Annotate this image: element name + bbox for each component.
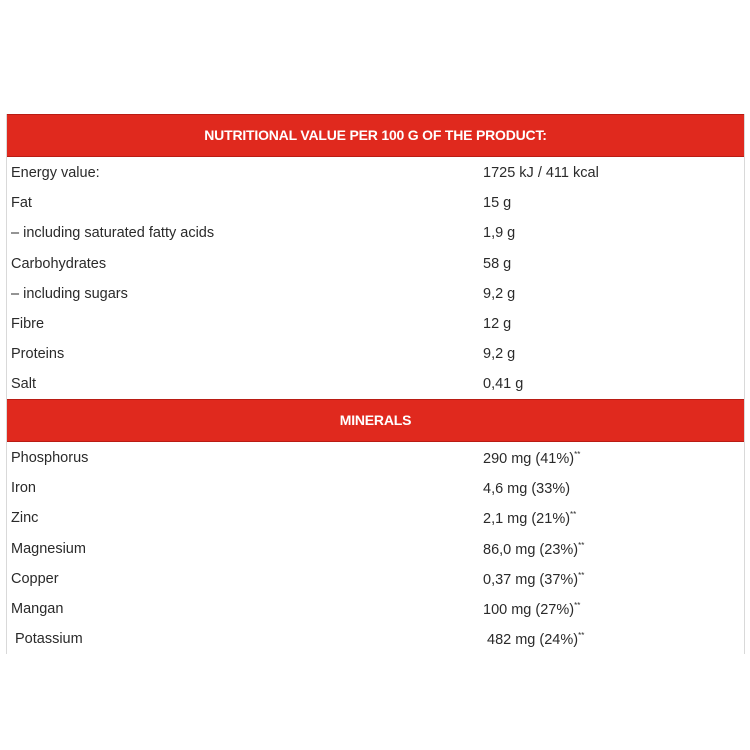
row-value: [483, 510, 576, 527]
footnote-marker: **: [578, 631, 585, 641]
nutrition-table: [6, 114, 745, 654]
table-row: [7, 534, 744, 564]
mineral-amount: 2,1 mg (21%): [483, 511, 571, 528]
table-row: [7, 594, 744, 624]
row-label: Energy value:: [11, 165, 100, 181]
row-label: Carbohydrates: [11, 255, 107, 272]
row-value: 1725 kJ / 411 kcal: [483, 165, 599, 181]
row-value: 12 g: [483, 315, 512, 332]
nutrition-rows: [7, 157, 744, 399]
table-row: [7, 624, 744, 654]
row-value: 0,41 g: [483, 376, 524, 393]
row-label: Salt: [11, 376, 36, 393]
table-row: [7, 503, 744, 533]
table-row: [7, 249, 744, 279]
mineral-amount: 100 mg (27%): [483, 601, 575, 618]
row-label: Fibre: [11, 315, 45, 332]
row-label: Zinc: [11, 510, 39, 527]
row-label: Fat: [11, 195, 32, 212]
table-row: [7, 188, 744, 218]
row-label: – including saturated fatty acids: [11, 225, 215, 242]
table-row: [7, 339, 744, 369]
footnote-marker: **: [570, 510, 577, 520]
minerals-rows: [7, 442, 744, 654]
row-value: 1,9 g: [483, 225, 516, 242]
table-row: [7, 309, 744, 339]
row-label: Copper: [11, 570, 59, 587]
row-label: – including sugars: [11, 285, 128, 302]
row-value: [483, 450, 580, 467]
row-label: Potassium: [15, 631, 83, 648]
row-value: [483, 571, 584, 588]
footnote-marker: **: [574, 450, 581, 459]
footnote-marker: **: [578, 540, 585, 550]
table-row: [7, 443, 744, 473]
row-value: [483, 631, 584, 648]
footnote-marker: **: [574, 600, 581, 610]
row-label: Mangan: [11, 600, 64, 617]
table-row: [7, 564, 744, 594]
nutrition-header: NUTRITIONAL VALUE PER 100 G OF THE PRODUCT:: [7, 114, 744, 157]
table-row: [7, 473, 744, 503]
row-label: Iron: [11, 480, 36, 497]
row-label: Phosphorus: [11, 450, 89, 466]
table-row: [7, 158, 744, 188]
row-value: [483, 480, 570, 497]
table-row: [7, 369, 744, 399]
minerals-header: MINERALS: [7, 399, 744, 442]
row-value: 58 g: [483, 255, 512, 272]
mineral-amount: 4,6 mg (33%): [483, 481, 571, 498]
row-value: [483, 601, 580, 618]
row-value: [483, 541, 584, 558]
mineral-amount: 482 mg (24%): [487, 632, 579, 649]
table-row: [7, 218, 744, 248]
row-value: 9,2 g: [483, 346, 516, 363]
row-label: Proteins: [11, 346, 65, 363]
row-value: 9,2 g: [483, 285, 516, 302]
table-row: [7, 279, 744, 309]
footnote-marker: **: [578, 570, 585, 580]
mineral-amount: 290 mg (41%): [483, 451, 575, 467]
mineral-amount: 86,0 mg (23%): [483, 541, 579, 558]
row-value: 15 g: [483, 195, 512, 212]
row-label: Magnesium: [11, 540, 86, 557]
mineral-amount: 0,37 mg (37%): [483, 571, 579, 588]
